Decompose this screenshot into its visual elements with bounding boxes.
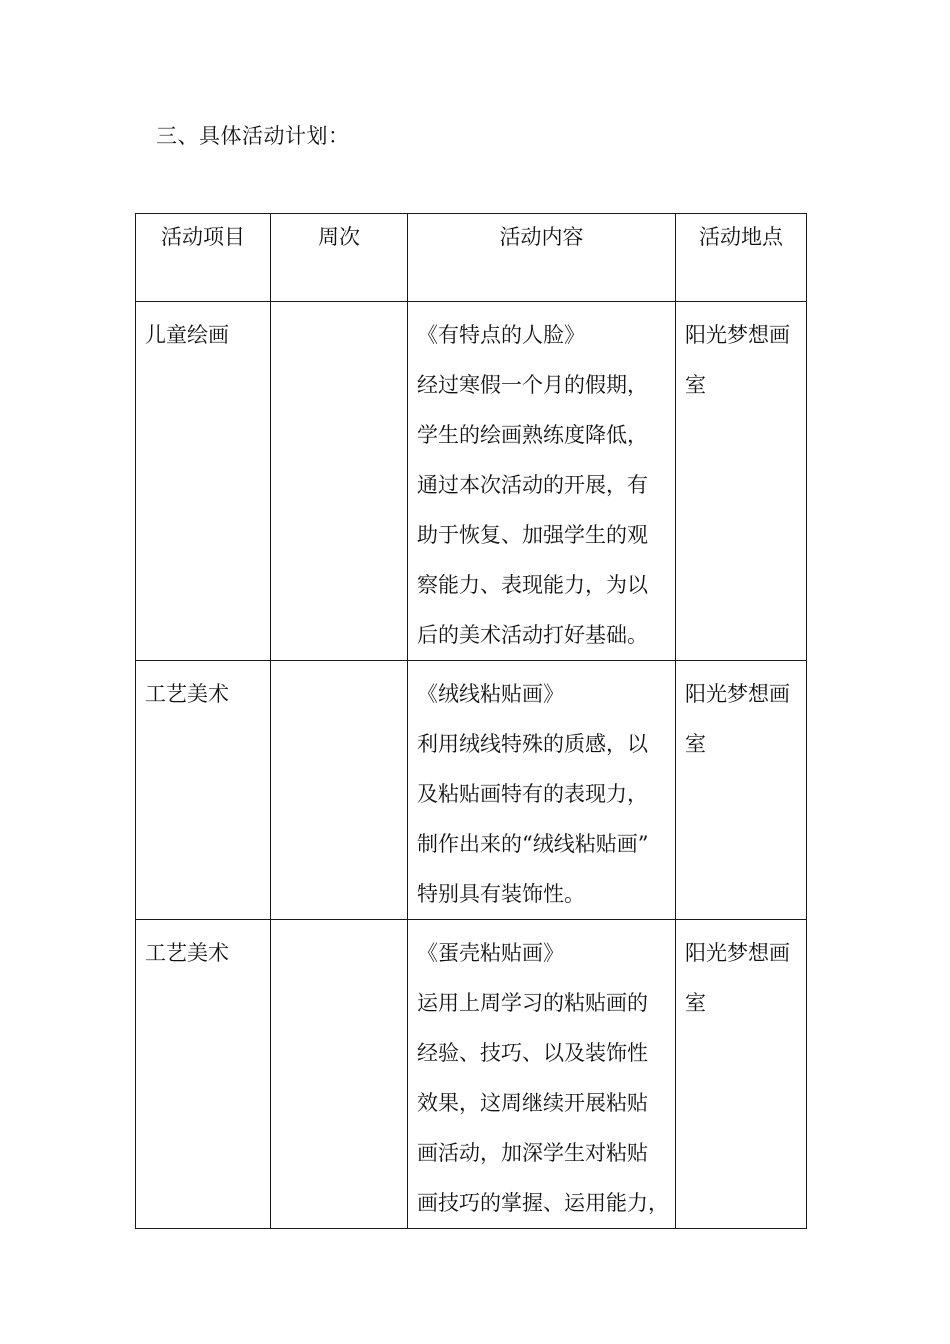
table-header-row (136, 214, 807, 302)
place-cell (676, 920, 807, 1229)
content-line: 运用上周学习的粘贴画的 (417, 991, 648, 1015)
header-cell-project (136, 214, 271, 302)
header-project-label: 活动项目 (161, 225, 245, 249)
content-line: 及粘贴画特有的表现力， (417, 782, 648, 806)
content-line: 察能力、表现能力，为以 (417, 573, 648, 597)
header-cell-content (408, 214, 676, 302)
content-line: 《蛋壳粘贴画》 (417, 941, 564, 965)
week-cell (271, 661, 408, 920)
project-cell (136, 661, 271, 920)
project-cell (136, 920, 271, 1229)
content-cell (408, 661, 676, 920)
content-text (417, 661, 669, 919)
content-line: 《绒线粘贴画》 (417, 682, 564, 706)
place-text: 阳光梦想画室 (685, 941, 790, 1015)
content-cell (408, 302, 676, 661)
content-line: 经验、技巧、以及装饰性 (417, 1041, 648, 1065)
header-cell-place (676, 214, 807, 302)
place-cell (676, 661, 807, 920)
project-cell (136, 302, 271, 661)
project-text: 儿童绘画 (145, 323, 229, 347)
content-line: 利用绒线特殊的质感，以 (417, 732, 648, 756)
project-text: 工艺美术 (145, 682, 229, 706)
content-line: 通过本次活动的开展，有 (417, 473, 648, 497)
place-cell (676, 302, 807, 661)
table-row (136, 661, 807, 920)
content-line: 效果，这周继续开展粘贴 (417, 1091, 648, 1115)
week-text (280, 661, 401, 669)
content-line: 经过寒假一个月的假期， (417, 373, 648, 397)
week-text (280, 920, 401, 928)
section-heading: 三、具体活动计划： (156, 124, 350, 148)
content-line: 助于恢复、加强学生的观 (417, 523, 648, 547)
week-text (280, 302, 401, 310)
table-row (136, 302, 807, 661)
project-text: 工艺美术 (145, 941, 229, 965)
content-text (417, 302, 669, 660)
table-row (136, 920, 807, 1229)
week-cell (271, 920, 408, 1229)
content-line: 特别具有装饰性。 (417, 882, 585, 906)
place-text: 阳光梦想画室 (685, 682, 790, 756)
content-line: 画活动，加深学生对粘贴 (417, 1141, 648, 1165)
header-cell-week (271, 214, 408, 302)
place-text: 阳光梦想画室 (685, 323, 790, 397)
header-week-label: 周次 (318, 225, 360, 249)
header-content-label: 活动内容 (499, 225, 584, 249)
week-cell (271, 302, 408, 661)
content-line: 《有特点的人脸》 (417, 323, 585, 347)
content-cell (408, 920, 676, 1229)
header-place-label: 活动地点 (699, 225, 783, 249)
content-text (417, 920, 669, 1228)
content-line: 后的美术活动打好基础。 (417, 623, 648, 647)
content-line: 制作出来的“绒线粘贴画” (417, 832, 649, 856)
content-line: 学生的绘画熟练度降低， (417, 423, 648, 447)
activity-plan-table (135, 213, 807, 1229)
content-line: 画技巧的掌握、运用能力， (417, 1191, 669, 1215)
